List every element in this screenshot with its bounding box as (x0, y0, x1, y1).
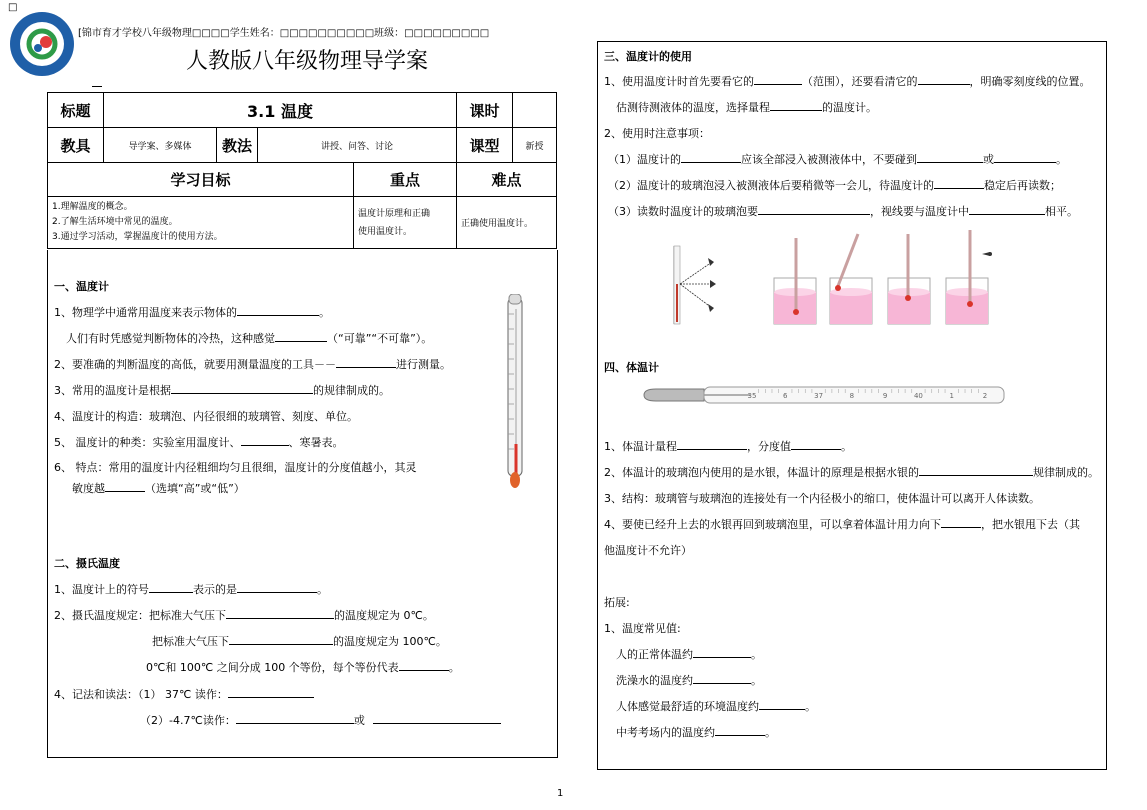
question-line: 2、要准确的判断温度的高低，就要用测量温度的工具－－ 进行测量。 (54, 358, 451, 371)
tick-label: 1 (949, 392, 954, 400)
question-line: 中考考场内的温度约 。 (616, 726, 776, 739)
tick-label: 35 (747, 392, 757, 400)
question-line: 2、摄氏温度规定：把标准大气压下 的温度规定为 0℃。 (54, 609, 434, 622)
school-info-line: [锦市育才学校八年级物理□□□□学生姓名：□□□□□□□□□□班级：□□□□□□□□□ (78, 28, 490, 39)
hours-value (513, 93, 557, 128)
question-line: 3、结构：玻璃管与玻璃泡的连接处有一个内径极小的缩口，使体温计可以离开人体读数。 (604, 492, 1040, 505)
question-line: 他温度计不允许） (604, 544, 692, 557)
key-header: 重点 (354, 163, 457, 197)
beaker-diagram-icon (772, 226, 1022, 328)
question-line: 3、常用的温度计是根据 的规律制成的。 (54, 384, 390, 397)
left-content-box (47, 250, 558, 758)
tick-label: 40 (913, 392, 923, 400)
question-line: （2）温度计的玻璃泡浸入被测液体后要稍微等一会儿，待温度计的 稳定后再读数； (608, 179, 1061, 192)
question-line: 0℃和 100℃ 之间分成 100 个等份，每个等份代表 。 (146, 661, 460, 674)
clinical-thermometer-icon (640, 384, 1010, 406)
label-hours: 课时 (457, 93, 513, 128)
tools-value: 导学案、多媒体 (104, 128, 217, 163)
question-line: 1、温度计上的符号 表示的是 。 (54, 583, 328, 596)
divider (92, 86, 102, 87)
difficulty-cell: 正确使用温度计。 (457, 197, 557, 249)
lesson-name: 3.1 温度 (104, 93, 457, 128)
key-cell (354, 197, 457, 249)
section-heading: 四、体温计 (604, 361, 659, 374)
tick-label: 37 (814, 392, 824, 400)
school-logo (10, 12, 74, 76)
goal-item: 2.了解生活环境中常见的温度。 (52, 217, 178, 227)
question-line: 人们有时凭感觉判断物体的冷热，这种感觉 （“可靠”“不可靠”）。 (66, 332, 433, 345)
tick-label: 8 (849, 392, 855, 400)
tick-label: 2 (982, 392, 988, 400)
lesson-info-table (47, 92, 557, 249)
question-line: 人体感觉最舒适的环境温度约 。 (616, 700, 816, 713)
label-method: 教法 (217, 128, 258, 163)
page-number: 1 (557, 788, 564, 799)
question-line: 5、 温度计的种类：实验室用温度计、 、寒暑表。 (54, 436, 344, 449)
question-line: 2、体温计的玻璃泡内使用的是水银，体温计的原理是根据水银的 规律制成的。 (604, 466, 1099, 479)
question-line: 1、温度常见值: (604, 622, 681, 635)
question-line: 4、记法和读法：（1） 37℃ 读作： (54, 686, 314, 702)
question-line: （2）-4.7℃读作： 或 (140, 712, 501, 728)
question-line: 2、使用时注意事项： (604, 127, 710, 140)
key-line: 温度计原理和正确 (358, 208, 431, 219)
difficulty-header: 难点 (457, 163, 557, 197)
lab-thermometer-icon (503, 294, 527, 490)
question-line: 1、使用温度计时首先要看它的 （范围），还要看清它的 ，明确零刻度线的位置。 (604, 75, 1091, 88)
type-value: 新授 (513, 128, 557, 163)
question-line: 1、物理学中通常用温度来表示物体的 。 (54, 306, 330, 319)
question-line: 把标准大气压下 的温度规定为 100℃。 (152, 635, 447, 648)
question-line: 估测待测液体的温度，选择量程 的温度计。 (616, 101, 877, 114)
label-tools: 教具 (48, 128, 104, 163)
question-line: 4、要使已经升上去的水银再回到玻璃泡里，可以拿着体温计用力向下 ，把水银甩下去（其 (604, 518, 1080, 531)
goal-item: 3.通过学习活动，掌握温度计的使用方法。 (52, 232, 223, 242)
logo-emblem-icon (10, 12, 74, 76)
method-value: 讲授、问答、讨论 (258, 128, 457, 163)
corner-mark: □ (8, 2, 18, 13)
label-title: 标题 (48, 93, 104, 128)
section-heading: 拓展: (604, 596, 630, 609)
tick-label: 9 (882, 392, 888, 400)
section-heading: 三、温度计的使用 (604, 50, 692, 63)
key-line: 使用温度计。 (358, 226, 413, 237)
question-line: 敏度越 （选填“高”或“低”） (72, 482, 245, 495)
question-line: 人的正常体温约 。 (616, 648, 762, 661)
section-heading: 二、摄氏温度 (54, 557, 120, 570)
goals-header: 学习目标 (48, 163, 354, 197)
page-title: 人教版八年级物理导学案 (186, 49, 429, 74)
reading-eye-diagram-icon (660, 244, 730, 326)
goals-cell (48, 197, 354, 249)
question-line: 1、体温计量程 ，分度值 。 (604, 440, 852, 453)
question-line: （3）读数时温度计的玻璃泡要 ，视线要与温度计中 相平。 (608, 205, 1078, 218)
label-type: 课型 (457, 128, 513, 163)
question-line: 4、温度计的构造：玻璃泡、内径很细的玻璃管、刻度、单位。 (54, 410, 358, 423)
section-heading: 一、温度计 (54, 280, 109, 293)
question-line: （1）温度计的 应该全部浸入被测液体中，不要碰到 或 。 (608, 153, 1067, 166)
question-line: 6、 特点：常用的温度计内径粗细均匀且很细，温度计的分度值越小，其灵 (54, 461, 417, 474)
question-line: 洗澡水的温度约 。 (616, 674, 762, 687)
tick-label: 6 (783, 392, 788, 400)
goal-item: 1.理解温度的概念。 (52, 202, 133, 212)
